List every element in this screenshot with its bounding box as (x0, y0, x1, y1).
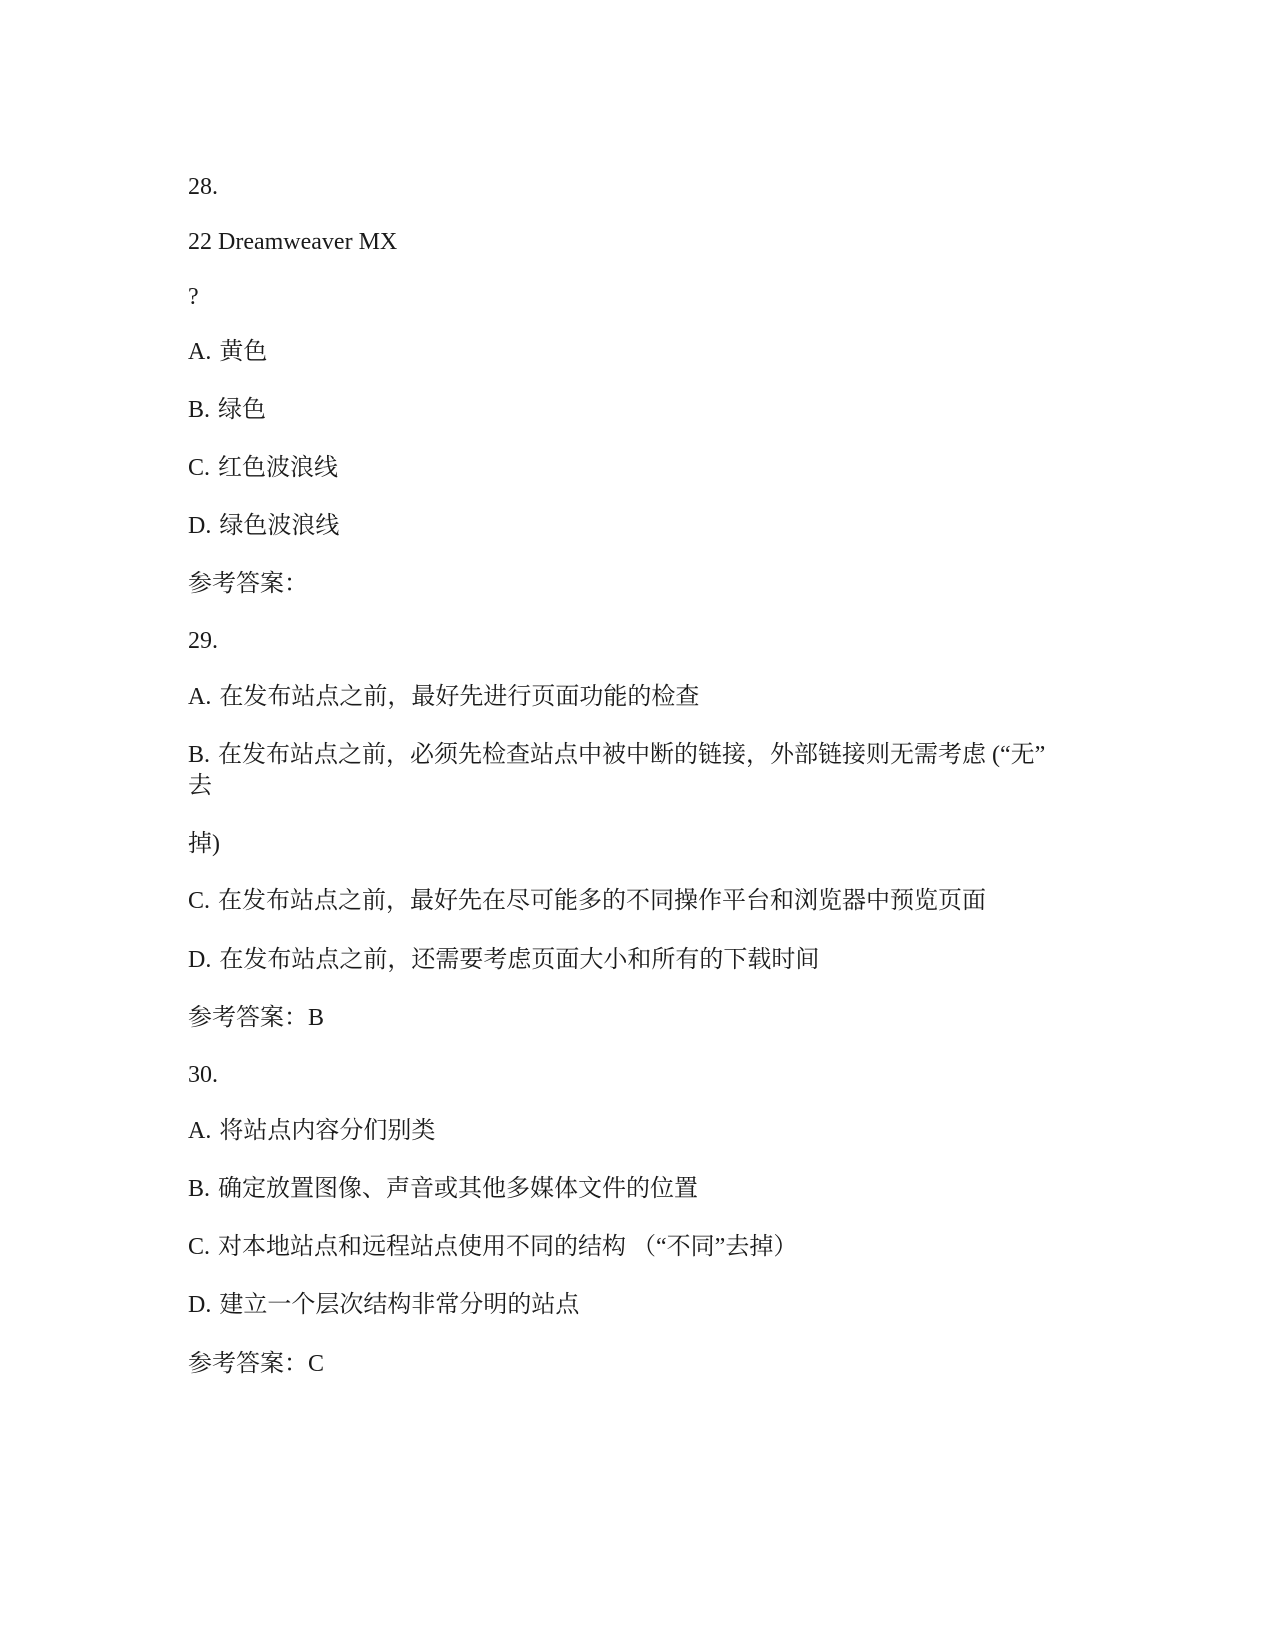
option-letter: B. (188, 1176, 211, 1202)
option-text: 掉) (188, 831, 220, 857)
question-stem: 22 Dreamweaver MX (188, 229, 398, 255)
option-letter: B. (188, 397, 211, 423)
option-text: 绿色波浪线 (219, 513, 340, 539)
option-text: 在发布站点之前，必须先检查站点中被中断的链接，外部链接则无需考虑 (“无” (218, 742, 1046, 768)
reference-answer: 参考答案：B (188, 1005, 325, 1031)
option-a (188, 1116, 435, 1146)
option-text: 确定放置图像、声音或其他多媒体文件的位置 (218, 1176, 699, 1202)
question-number: 28. (188, 174, 218, 200)
option-text: 将站点内容分们别类 (219, 1118, 436, 1144)
option-text: 黄色 (219, 339, 268, 365)
option-b-wrap (188, 829, 220, 859)
option-c (188, 453, 338, 483)
option-letter: D. (188, 947, 212, 973)
option-text: 在发布站点之前，还需要考虑页面大小和所有的下载时间 (219, 947, 820, 973)
option-d (188, 1290, 579, 1320)
option-d (188, 945, 819, 975)
option-text: 红色波浪线 (218, 455, 339, 481)
option-d (188, 511, 339, 541)
option-letter: D. (188, 513, 212, 539)
option-letter: D. (188, 1292, 212, 1318)
option-text: 去 (188, 773, 212, 799)
option-a (188, 337, 267, 367)
question-stem-continued: ? (188, 284, 199, 310)
question-number: 30. (188, 1062, 218, 1088)
reference-answer: 参考答案： (188, 571, 308, 597)
option-letter: B. (188, 742, 211, 768)
option-text: 对本地站点和远程站点使用不同的结构 （“不同”去掉） (218, 1234, 798, 1260)
option-text: 在发布站点之前，最好先进行页面功能的检查 (219, 684, 700, 710)
option-c (188, 886, 986, 916)
option-b (188, 1174, 698, 1204)
option-letter: A. (188, 339, 212, 365)
option-letter: A. (188, 684, 212, 710)
option-letter: C. (188, 888, 211, 914)
option-letter: A. (188, 1118, 212, 1144)
reference-answer: 参考答案：C (188, 1351, 325, 1377)
option-text: 在发布站点之前，最好先在尽可能多的不同操作平台和浏览器中预览页面 (218, 888, 987, 914)
option-a (188, 682, 699, 712)
option-b-wrap (188, 771, 212, 801)
option-b (188, 740, 1045, 770)
option-c (188, 1232, 797, 1262)
option-letter: C. (188, 1234, 211, 1260)
option-text: 绿色 (218, 397, 267, 423)
option-text: 建立一个层次结构非常分明的站点 (219, 1292, 580, 1318)
option-letter: C. (188, 455, 211, 481)
question-number: 29. (188, 628, 218, 654)
option-b (188, 395, 266, 425)
